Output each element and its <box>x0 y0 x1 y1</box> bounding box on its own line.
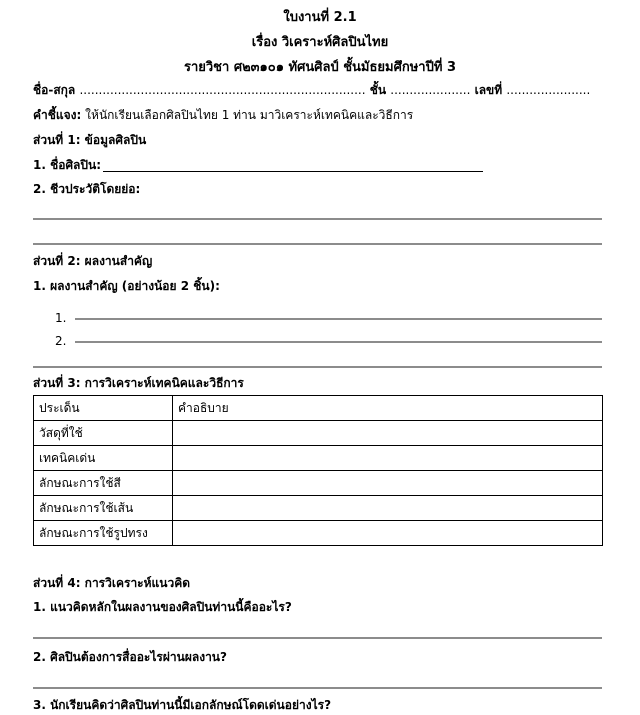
part1-heading: ส่วนที่ 1: ข้อมูลศิลปิน <box>33 133 147 147</box>
table-header-row <box>34 396 603 421</box>
class-field[interactable]: ..................... <box>390 83 471 97</box>
table-row-label: เทคนิคเด่น <box>34 446 173 471</box>
instructions-text: ให้นักเรียนเลือกศิลปินไทย 1 ท่าน มาวิเคราะห์เทคนิคและวิธีการ <box>85 108 414 122</box>
table-answer-cell[interactable] <box>173 446 603 471</box>
part4-q3: 3. นักเรียนคิดว่าศิลปินท่านนี้มีเอกลักษณ์โดดเด่นอย่างไร? <box>33 698 332 712</box>
worksheet-subject: เรื่อง วิเคราะห์ศิลปินไทย <box>251 35 389 50</box>
part4-q2-answer-line[interactable] <box>33 687 602 689</box>
table-row <box>34 496 603 521</box>
part4-heading: ส่วนที่ 4: การวิเคราะห์แนวคิด <box>33 576 191 590</box>
table-row <box>34 471 603 496</box>
analysis-table <box>33 395 603 546</box>
table-row <box>34 446 603 471</box>
table-answer-cell[interactable] <box>173 421 603 446</box>
table-row-label: ลักษณะการใช้เส้น <box>34 496 173 521</box>
name-label: ชื่อ-สกุล <box>33 83 76 97</box>
part4-q1-answer-line[interactable] <box>33 637 602 639</box>
instructions-label: คำชี้แจง: <box>33 108 82 122</box>
student-info-row <box>33 81 590 100</box>
artist-name-field[interactable] <box>103 171 483 172</box>
table-answer-cell[interactable] <box>173 471 603 496</box>
part1-q1: 1. ชื่อศิลปิน: <box>33 158 102 172</box>
class-label: ชั้น <box>369 83 387 97</box>
work-item-1-line[interactable] <box>75 318 602 320</box>
table-answer-cell[interactable] <box>173 496 603 521</box>
worksheet-title: ใบงานที่ 2.1 <box>283 10 357 25</box>
part4-q1: 1. แนวคิดหลักในผลงานของศิลปินท่านนี้คืออะไร? <box>33 600 292 614</box>
biography-line-1[interactable] <box>33 218 602 220</box>
table-row-label: ลักษณะการใช้สี <box>34 471 173 496</box>
course-line: รายวิชา ศ๒๓๑๐๑ ทัศนศิลป์ ชั้นมัธยมศึกษาปีที่ 3 <box>183 60 456 75</box>
part1-q2: 2. ชีวประวัติโดยย่อ: <box>33 182 141 196</box>
table-row-label: วัสดุที่ใช้ <box>34 421 173 446</box>
part2-heading: ส่วนที่ 2: ผลงานสำคัญ <box>33 254 153 268</box>
part4-q2: 2. ศิลปินต้องการสื่ออะไรผ่านผลงาน? <box>33 650 227 664</box>
work-item-1-number: 1. <box>55 311 67 325</box>
work-item-2-line[interactable] <box>75 341 602 343</box>
biography-line-2[interactable] <box>33 243 602 245</box>
table-answer-cell[interactable] <box>173 521 603 546</box>
part2-q1: 1. ผลงานสำคัญ (อย่างน้อย 2 ชิ้น): <box>33 279 220 293</box>
table-row <box>34 421 603 446</box>
name-field[interactable]: ........................................................................... <box>79 83 366 97</box>
number-label: เลขที่ <box>474 83 503 97</box>
instructions <box>33 106 413 125</box>
table-header-topic: ประเด็น <box>34 396 173 421</box>
part2-bottom-line <box>33 366 602 368</box>
table-row <box>34 521 603 546</box>
part3-heading: ส่วนที่ 3: การวิเคราะห์เทคนิคและวิธีการ <box>33 376 244 390</box>
table-row-label: ลักษณะการใช้รูปทรง <box>34 521 173 546</box>
number-field[interactable]: ...................... <box>506 83 591 97</box>
table-header-description: คำอธิบาย <box>173 396 603 421</box>
work-item-2-number: 2. <box>55 334 67 348</box>
